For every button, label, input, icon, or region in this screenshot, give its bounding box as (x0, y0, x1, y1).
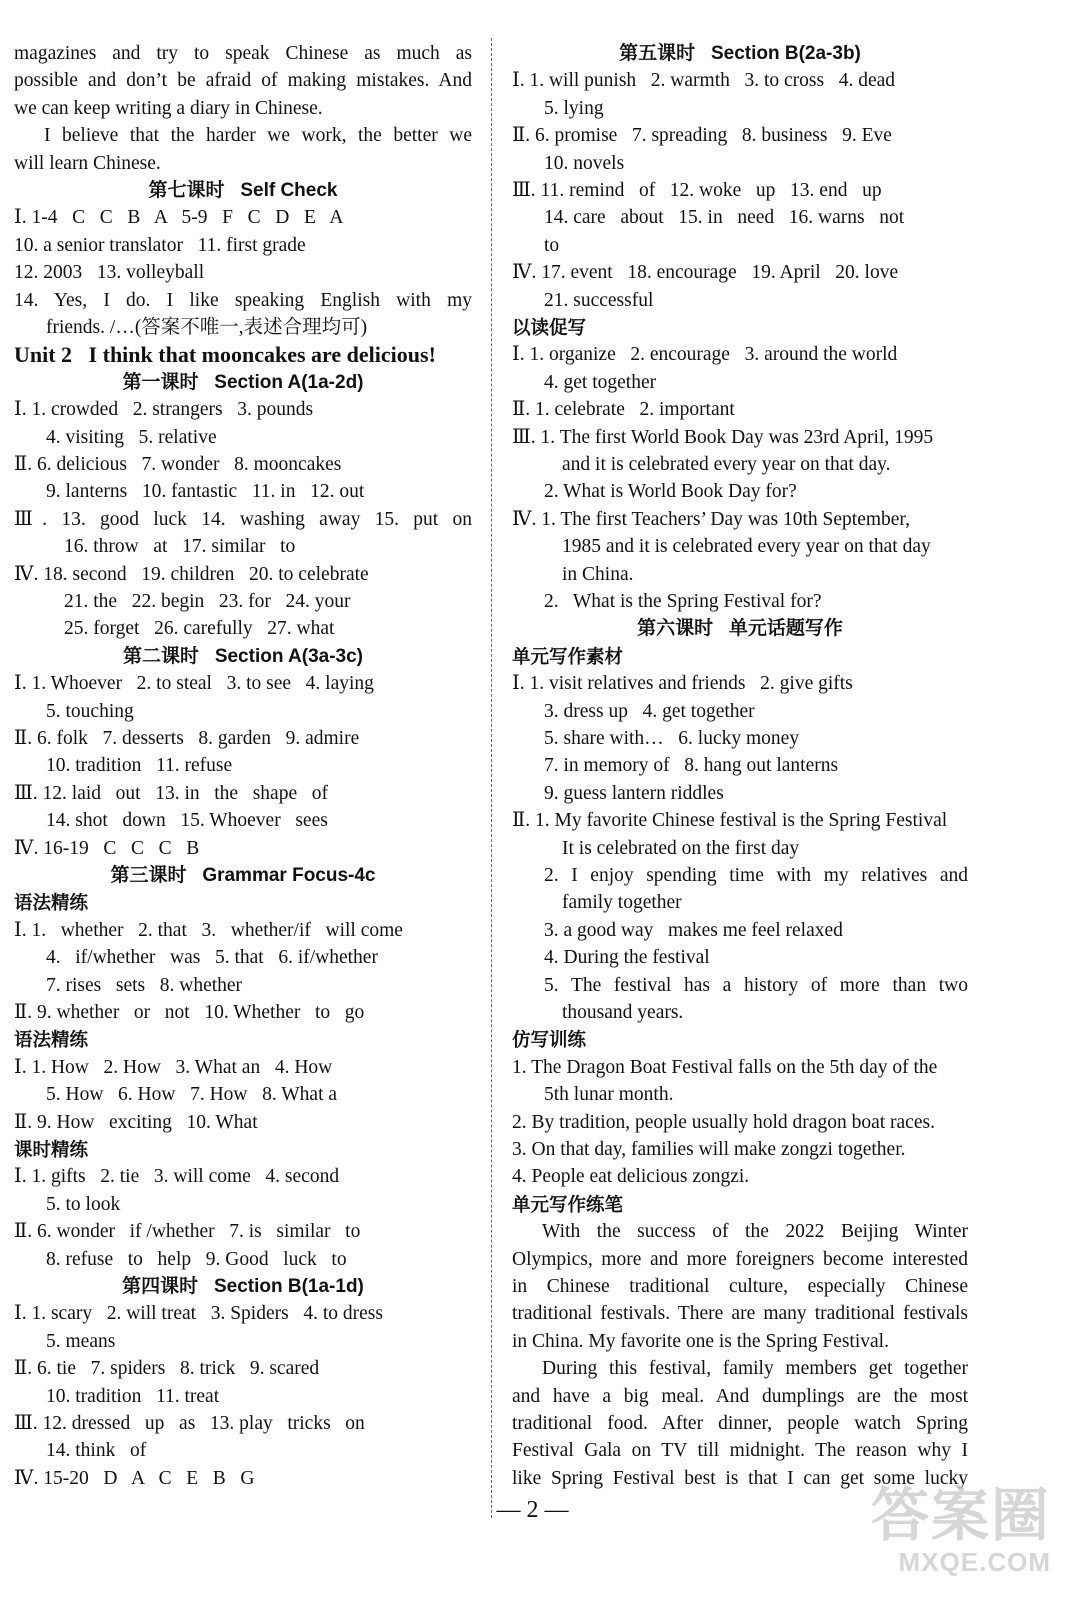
watermark (871, 1485, 1051, 1578)
answer-line: Ⅲ. 12. laid out 13. in the shape of (14, 782, 328, 804)
answer-line: 10. tradition 11. refuse (46, 755, 233, 777)
lesson-heading: 第五课时 Section B(2a-3b) (619, 43, 861, 64)
answer-line: 2. I enjoy spending time with my relatives and (544, 865, 968, 886)
answer-line: 10. a senior translator 11. first grade (14, 234, 306, 256)
answer-line: 14. think of (46, 1440, 147, 1462)
lesson-heading: 第二课时 Section A(3a-3c) (122, 645, 363, 667)
answer-line: Ⅰ. 1. gifts 2. tie 3. will come 4. second (14, 1166, 340, 1188)
answer-line: 4. People eat delicious zongzi. (512, 1166, 750, 1188)
answer-line: Ⅲ. 13. good luck 14. washing away 15. put on (14, 508, 472, 530)
lesson-heading: 第六课时 单元话题写作 (637, 618, 843, 640)
page-number: — 2 — (496, 1497, 569, 1523)
answer-line: 10. novels (544, 152, 625, 174)
watermark-logo: 答案圈 (870, 1483, 1051, 1548)
answer-line: Ⅱ. 9. whether or not 10. Whether to go (14, 1002, 365, 1023)
answer-line: 14. care about 15. in need 16. warns not (544, 207, 905, 229)
answer-line: in Chinese traditional culture, especially Chinese (512, 1276, 968, 1297)
answer-line: Ⅱ. 6. folk 7. desserts 8. garden 9. admire (14, 728, 360, 749)
answer-line: 5. How 6. How 7. How 8. What a (46, 1084, 338, 1106)
answer-line: 9. lanterns 10. fantastic 11. in 12. out (46, 481, 365, 503)
section-subheading: 仿写训练 (512, 1029, 587, 1051)
answer-line: Ⅰ. 1. crowded 2. strangers 3. pounds (14, 399, 314, 421)
answer-line: Ⅱ. 1. celebrate 2. important (512, 399, 735, 421)
answer-line: 5. means (46, 1330, 116, 1352)
answer-line: 2. What is the Spring Festival for? (544, 591, 822, 612)
answer-line: 5th lunar month. (544, 1084, 674, 1106)
answer-line: possible and don’t be afraid of making mistakes. And (14, 70, 472, 92)
answer-line: 1. The Dragon Boat Festival falls on the 5th day of the (512, 1056, 938, 1078)
answer-line: we can keep writing a diary in Chinese. (14, 97, 323, 119)
answer-line: thousand years. (562, 1002, 684, 1023)
section-subheading: 语法精练 (14, 1029, 89, 1051)
answer-line: traditional festivals. There are many traditional festivals (512, 1303, 968, 1325)
answer-line: 21. the 22. begin 23. for 24. your (64, 591, 351, 612)
answer-line: Ⅲ. 12. dressed up as 13. play tricks on (14, 1413, 365, 1434)
answer-line: 7. rises sets 8. whether (46, 974, 243, 996)
answer-line: 25. forget 26. carefully 27. what (64, 618, 335, 640)
answer-line: Ⅳ. 15-20 D A C E B G (14, 1467, 255, 1489)
answer-line: Ⅱ. 6. promise 7. spreading 8. business 9. Eve (512, 125, 892, 147)
unit-title: Unit 2 I think that mooncakes are delicious! (14, 342, 436, 368)
answer-line: 12. 2003 13. volleyball (14, 262, 205, 284)
answer-line: Festival Gala on TV till midnight. The reason why I (512, 1440, 968, 1462)
section-subheading: 单元写作练笔 (512, 1193, 624, 1215)
answer-line: 5. The festival has a history of more than two (544, 974, 968, 996)
answer-line: Ⅰ. 1. will punish 2. warmth 3. to cross 4. dead (512, 70, 896, 92)
answer-line: Ⅳ. 16-19 C C C B (14, 837, 200, 859)
answer-line: Ⅰ. 1. Whoever 2. to steal 3. to see 4. laying (14, 673, 374, 695)
answer-line: With the success of the 2022 Beijing Winter (542, 1221, 968, 1243)
answer-line: 3. dress up 4. get together (544, 700, 755, 722)
answer-line: Ⅱ. 6. wonder if /whether 7. is similar to (14, 1221, 361, 1243)
answer-line: Ⅰ. 1. scary 2. will treat 3. Spiders 4. to dress (14, 1303, 383, 1325)
answer-line: 4. visiting 5. relative (46, 426, 217, 448)
section-subheading: 单元写作素材 (512, 645, 624, 667)
lesson-heading: 第四课时 Section B(1a-1d) (122, 1276, 364, 1297)
answer-line: 16. throw at 17. similar to (64, 536, 296, 558)
answer-line: I believe that the harder we work, the better we (44, 125, 472, 147)
answer-line: Ⅳ. 17. event 18. encourage 19. April 20. love (512, 262, 899, 284)
answer-line: Ⅳ. 18. second 19. children 20. to celebrate (14, 563, 369, 585)
answer-line: family together (562, 892, 682, 914)
answer-line: 3. a good way makes me feel relaxed (544, 919, 843, 941)
answer-line: friends. /…(答案不唯一,表述合理均可) (46, 317, 368, 338)
answer-line: Ⅰ. 1. visit relatives and friends 2. give gifts (512, 673, 853, 695)
answer-line: to (544, 234, 560, 256)
answer-line: 4. During the festival (544, 947, 710, 969)
answer-line: 3. On that day, families will make zongzi together. (512, 1139, 906, 1160)
lesson-heading: 第三课时 Grammar Focus-4c (110, 865, 376, 886)
answer-line: and have a big meal. And dumplings are the most (512, 1385, 968, 1407)
answer-line: During this festival, family members get together (542, 1358, 968, 1380)
answer-line: and it is celebrated every year on that day. (562, 454, 891, 475)
answer-line: Ⅲ. 11. remind of 12. woke up 13. end up (512, 180, 882, 201)
answer-line: traditional food. After dinner, people watch Spring (512, 1413, 968, 1434)
answer-line: 4. if/whether was 5. that 6. if/whether (46, 947, 378, 969)
answer-line: will learn Chinese. (14, 152, 161, 174)
answer-line: 5. touching (46, 700, 134, 722)
lesson-heading: 第一课时 Section A(1a-2d) (122, 371, 364, 393)
section-subheading: 课时精练 (14, 1139, 89, 1160)
column-divider (491, 38, 492, 1518)
section-subheading: 以读促写 (512, 317, 587, 338)
answer-line: Ⅲ. 1. The first World Book Day was 23rd April, 1995 (512, 426, 934, 448)
answer-line: Olympics, more and more foreigners become interested (512, 1248, 968, 1270)
section-subheading: 语法精练 (14, 892, 89, 914)
answer-line: 14. Yes, I do. I like speaking English with my (14, 289, 472, 311)
answer-line: It is celebrated on the first day (562, 837, 800, 859)
answer-line: Ⅱ. 6. delicious 7. wonder 8. mooncakes (14, 454, 342, 475)
answer-line: Ⅰ. 1. How 2. How 3. What an 4. How (14, 1056, 333, 1078)
answer-line: 5. lying (544, 97, 604, 119)
answer-line: Ⅱ. 9. How exciting 10. What (14, 1111, 258, 1133)
answer-line: 8. refuse to help 9. Good luck to (46, 1248, 347, 1270)
answer-line: Ⅰ. 1. organize 2. encourage 3. around the world (512, 344, 898, 366)
answer-line: Ⅱ. 1. My favorite Chinese festival is the Spring Festival (512, 810, 948, 832)
watermark-url: MXQE.COM (898, 1547, 1051, 1577)
answer-line: 10. tradition 11. treat (46, 1385, 220, 1407)
answer-line: magazines and try to speak Chinese as much as (14, 43, 472, 64)
answer-line: 2. By tradition, people usually hold dragon boat races. (512, 1111, 935, 1133)
answer-line: Ⅰ. 1-4 C C B A 5-9 F C D E A (14, 207, 344, 229)
answer-line: 2. What is World Book Day for? (544, 481, 797, 503)
lesson-heading: 第七课时 Self Check (148, 180, 338, 201)
answer-line: Ⅳ. 1. The first Teachers’ Day was 10th September, (512, 508, 911, 530)
answer-line: Ⅰ. 1. whether 2. that 3. whether/if will come (14, 919, 403, 941)
answer-line: 7. in memory of 8. hang out lanterns (544, 755, 839, 777)
answer-line: 5. share with… 6. lucky money (544, 728, 800, 749)
answer-line: in China. My favorite one is the Spring Festival. (512, 1330, 889, 1352)
answer-line: in China. (562, 563, 634, 585)
answer-line: Ⅱ. 6. tie 7. spiders 8. trick 9. scared (14, 1358, 320, 1380)
answer-line: 4. get together (544, 371, 657, 393)
answer-line: 9. guess lantern riddles (544, 782, 724, 804)
answer-line: 5. to look (46, 1193, 121, 1215)
answer-line: 14. shot down 15. Whoever sees (46, 810, 328, 832)
answer-line: 1985 and it is celebrated every year on that day (562, 536, 931, 558)
answer-line: like Spring Festival best is that I can get some lucky (512, 1467, 968, 1489)
answer-line: 21. successful (544, 289, 654, 311)
